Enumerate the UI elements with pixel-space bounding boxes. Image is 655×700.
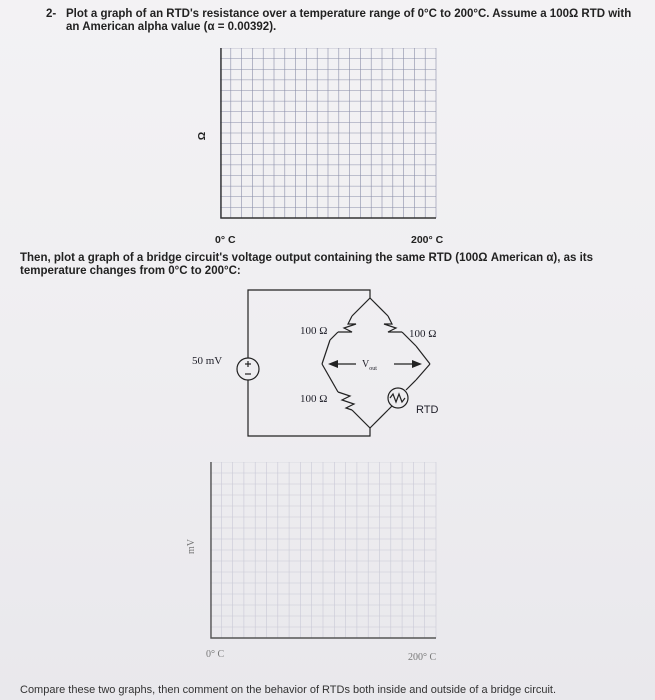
label-source: 50 mV (192, 355, 223, 367)
label-r-top-left: 100 Ω (300, 325, 328, 337)
graph2-y-label: mV (186, 539, 197, 554)
wire-right-mid3 (416, 364, 430, 380)
resistor-top-right (384, 316, 402, 332)
graph1-x-end: 200° C (411, 234, 444, 246)
graph2-x-start: 0° C (206, 649, 225, 660)
bridge-circuit (180, 280, 480, 450)
label-vout-sub: out (369, 366, 377, 372)
label-r-top-right: 100 Ω (409, 328, 437, 340)
wire-left-mid2 (322, 340, 330, 364)
footer-instruction: Compare these two graphs, then comment on the behavior of RTDs both inside and outside of a bridge circuit. (20, 684, 557, 696)
wire-right-mid2 (416, 346, 430, 364)
then-line-2: temperature changes from 0°C to 200°C: (20, 265, 241, 277)
wire-top-right-arm (370, 298, 388, 316)
rtd-zigzag (390, 394, 405, 402)
question-number: 2- (46, 8, 57, 20)
wire-left-bottom (248, 380, 370, 436)
label-vout-v: V (362, 359, 370, 370)
then-line-1: Then, plot a graph of a bridge circuit's voltage output containing the same RTD (100Ω American α), as its (20, 252, 594, 264)
label-r-bottom-left: 100 Ω (300, 393, 328, 405)
label-vout (362, 359, 377, 372)
graph2-x-end: 200° C (408, 652, 437, 663)
graph1-y-label: Ω (196, 131, 209, 141)
voltage-graph-grid (210, 462, 438, 644)
wire-left-mid3 (322, 364, 338, 392)
question-line-2: an American alpha value (α = 0.00392). (66, 21, 277, 33)
label-rtd: RTD (416, 404, 439, 416)
resistor-top-left (338, 316, 356, 332)
wire-bottom-left-arm (352, 410, 370, 428)
vout-arrowhead-right (412, 360, 422, 368)
wire-top-left-arm (352, 298, 370, 316)
question-line-1: Plot a graph of an RTD's resistance over a temperature range of 0°C to 200°C. Assume a 100Ω RTD with (66, 8, 632, 20)
wire-rtd-bottom (388, 406, 392, 410)
wire-bottom-right-arm (370, 410, 388, 428)
graph1-x-start: 0° C (215, 234, 236, 246)
wire-right-mid4 (406, 380, 416, 390)
vout-arrowhead-left (328, 360, 338, 368)
wire-left-mid (330, 332, 338, 340)
resistor-bottom-left (338, 392, 354, 410)
resistance-graph-grid (220, 48, 438, 230)
